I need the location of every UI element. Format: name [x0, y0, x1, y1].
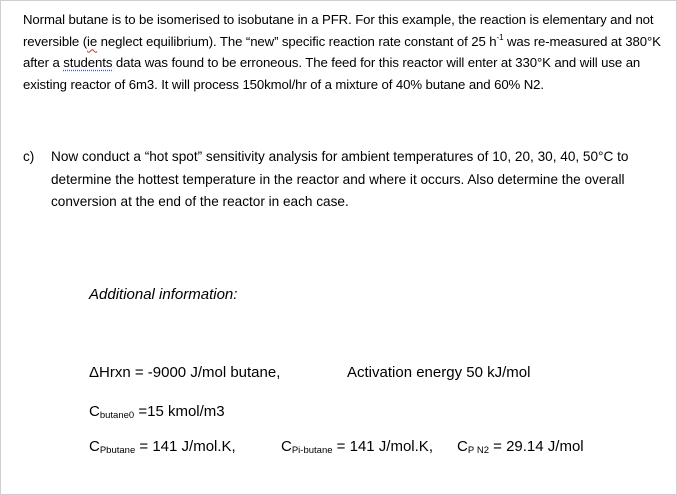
- cp-isobutane-symbol: C: [281, 438, 292, 455]
- question-part-c: [23, 146, 663, 214]
- cp-n2-value: = 29.14 J/mol: [488, 438, 584, 455]
- part-c-marker: c): [23, 149, 35, 164]
- intro-text-1: Normal butane is to be isomerised to isobutane in a PFR. For this example, the reaction is elementary and not reversible (: [23, 12, 654, 49]
- grammar-flag-students: students: [63, 55, 113, 70]
- cp-n2-line: [457, 438, 584, 456]
- conc-value: =15 kmol/m3: [134, 403, 225, 420]
- cp-butane-value: = 141 J/mol.K,: [135, 438, 236, 455]
- intro-text-4: data was found to be erroneous. The feed for this reactor will enter at 330°K and will use an existing reactor of 6m3. It will process 150kmol/hr of a mixture of 40% butane and 60% N2.: [23, 55, 641, 92]
- cp-isobutane-value: = 141 J/mol.K,: [332, 438, 433, 455]
- cp-isobutane-subscript: Pi-butane: [291, 445, 333, 456]
- cp-butane-line: [89, 438, 236, 456]
- conc-symbol: C: [89, 403, 100, 420]
- cp-n2-subscript: P: [467, 445, 475, 456]
- cp-n2-subscript-species: N2: [474, 445, 489, 456]
- additional-info-heading: Additional information:: [89, 286, 238, 303]
- conc-subscript: butane0: [99, 410, 135, 421]
- activation-energy-line: Activation energy 50 kJ/mol: [347, 364, 531, 381]
- cp-isobutane-line: [281, 438, 433, 456]
- cp-butane-subscript: Pbutane: [99, 445, 136, 456]
- problem-statement: [23, 9, 668, 95]
- intro-text-3: was re-measured at 380°K after a: [23, 33, 661, 70]
- rate-exponent: -1: [496, 32, 504, 42]
- cp-n2-symbol: C: [457, 438, 468, 455]
- intro-text-2: neglect equilibrium). The “new” specific reaction rate constant of 25 h: [97, 33, 497, 49]
- cp-butane-symbol: C: [89, 438, 100, 455]
- initial-concentration-line: [89, 403, 225, 421]
- part-c-text: Now conduct a “hot spot” sensitivity analysis for ambient temperatures of 10, 20, 30, 40, 50°C to determine the hottest temperature in the reactor and where it occurs. Also determine the overall conversion at the end of the reactor in each case.: [51, 149, 629, 209]
- spelling-flag-ie: ie: [87, 33, 98, 49]
- enthalpy-line: ΔHrxn = -9000 J/mol butane,: [89, 364, 281, 381]
